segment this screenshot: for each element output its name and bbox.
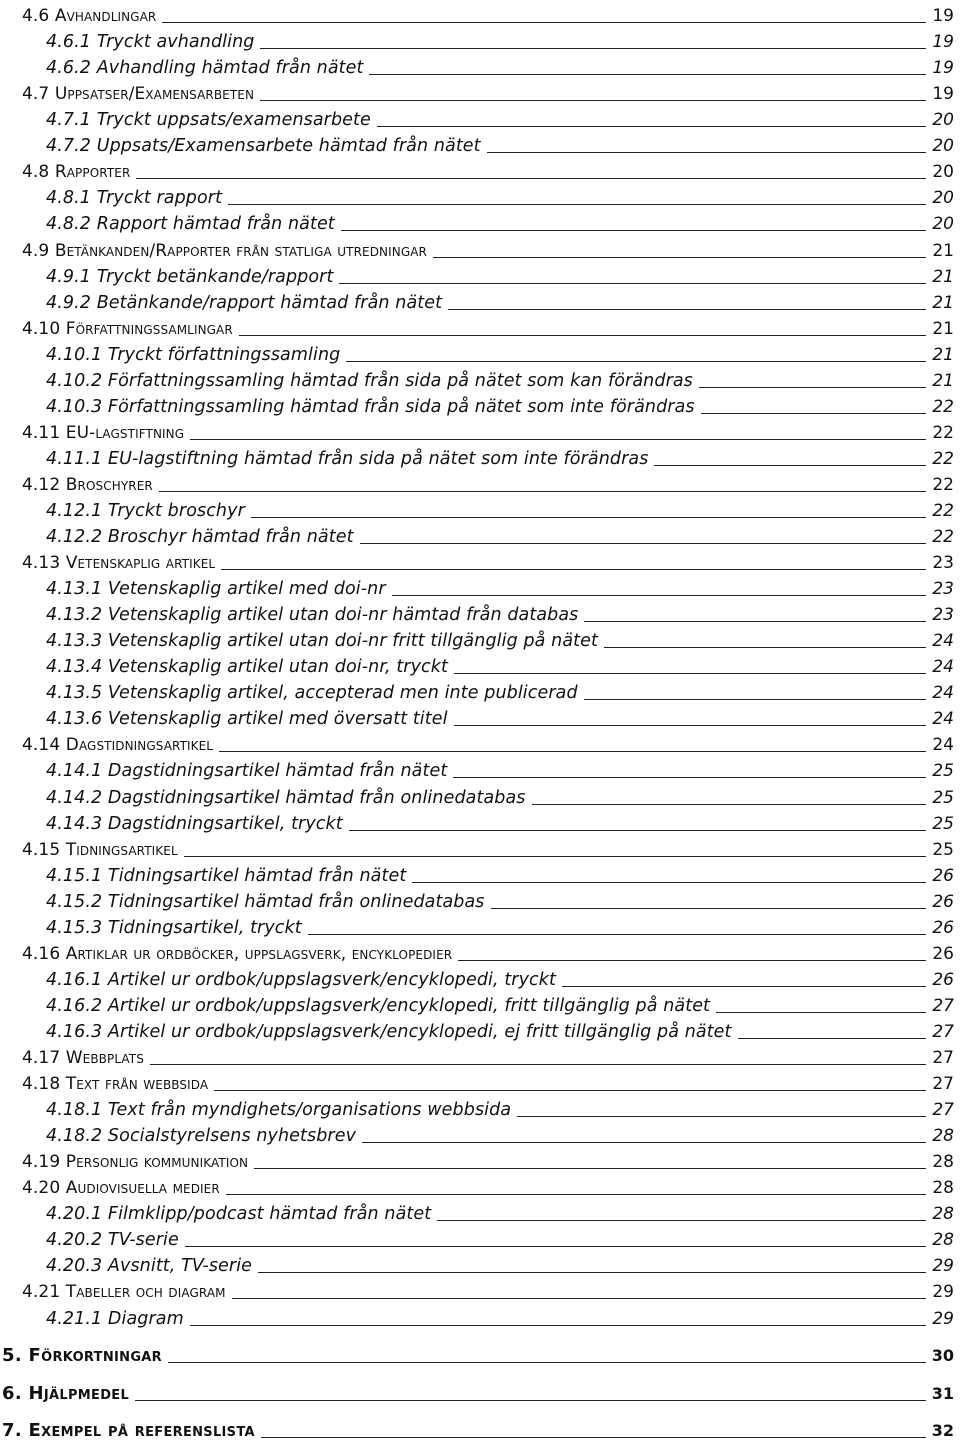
toc-entry-title: 4.6.1 Tryckt avhandling: [46, 32, 255, 53]
toc-entry-title: 4.15.3 Tidningsartikel, tryckt: [46, 917, 302, 938]
toc-leader-line: [562, 986, 926, 987]
toc-page-number: 25: [932, 839, 954, 860]
toc-leader-line: [260, 100, 926, 101]
toc-leader-line: [339, 283, 926, 284]
toc-page-number: 30: [931, 1346, 954, 1365]
toc-page-number: 20: [932, 136, 954, 157]
toc-subsection-entry[interactable]: [0, 964, 960, 990]
toc-subsection-entry[interactable]: [0, 1250, 960, 1276]
toc-leader-line: [260, 48, 926, 49]
toc-page-number: 21: [932, 344, 954, 365]
toc-leader-line: [162, 22, 926, 23]
toc-subsection-entry[interactable]: [0, 886, 960, 912]
toc-section-entry[interactable]: [0, 834, 960, 860]
toc-subsection-entry[interactable]: [0, 1120, 960, 1146]
toc-section-entry[interactable]: [0, 78, 960, 104]
toc-chapter-entry[interactable]: [0, 1415, 960, 1441]
toc-leader-line: [412, 882, 926, 883]
toc-entry-title: 4.10.3 Författningssamling hämtad från sida på nätet som inte förändras: [46, 396, 695, 417]
toc-leader-line: [517, 1116, 926, 1117]
toc-subsection-entry[interactable]: [0, 1303, 960, 1329]
toc-leader-line: [150, 1064, 926, 1065]
toc-entry-title: 4.7.1 Tryckt uppsats/examensarbete: [46, 110, 371, 131]
toc-entry-title: 4.16.1 Artikel ur ordbok/uppslagsverk/encyklopedi, tryckt: [46, 969, 556, 990]
toc-subsection-entry[interactable]: [0, 495, 960, 521]
toc-subsection-entry[interactable]: [0, 391, 960, 417]
toc-leader-line: [532, 804, 926, 805]
toc-entry-title: 4.10.1 Tryckt författningssamling: [46, 344, 341, 365]
toc-subsection-entry[interactable]: [0, 182, 960, 208]
toc-leader-line: [254, 1168, 926, 1169]
toc-entry-title: 4.6 Avhandlingar: [22, 6, 157, 26]
toc-page-number: 29: [932, 1256, 954, 1277]
toc-chapter-entry[interactable]: [0, 1378, 960, 1404]
toc-leader-line: [437, 1220, 926, 1221]
toc-entry-title: 4.14.2 Dagstidningsartikel hämtad från onlinedatabas: [46, 787, 526, 808]
toc-page-number: 29: [932, 1282, 954, 1303]
toc-page-number: 29: [932, 1308, 954, 1329]
toc-subsection-entry[interactable]: [0, 755, 960, 781]
toc-leader-line: [701, 413, 926, 414]
toc-leader-line: [362, 1142, 926, 1143]
toc-leader-line: [433, 257, 926, 258]
toc-entry-title: 4.13.4 Vetenskaplig artikel utan doi-nr, tryckt: [46, 657, 448, 678]
toc-page-number: 19: [932, 6, 954, 26]
toc-leader-line: [168, 1362, 926, 1363]
toc-entry-title: 4.19 Personlig kommunikation: [22, 1152, 249, 1173]
toc-page-number: 22: [932, 448, 954, 469]
toc-subsection-entry[interactable]: [0, 261, 960, 287]
toc-entry-title: 4.11.1 EU-lagstiftning hämtad från sida på nätet som inte förändras: [46, 448, 649, 469]
toc-entry-title: 5. Förkortningar: [2, 1345, 162, 1366]
toc-entry-title: 4.8 Rapporter: [22, 162, 131, 183]
toc-page-number: 24: [932, 735, 954, 756]
toc-page-number: 27: [932, 1074, 954, 1094]
toc-subsection-entry[interactable]: [0, 52, 960, 78]
toc-page-number: 25: [932, 761, 954, 782]
toc-section-entry[interactable]: [0, 1276, 960, 1302]
toc-entry-title: 4.12.2 Broschyr hämtad från nätet: [46, 527, 354, 547]
toc-leader-line: [360, 543, 926, 544]
toc-subsection-entry[interactable]: [0, 860, 960, 886]
toc-subsection-entry[interactable]: [0, 990, 960, 1016]
toc-page-number: 26: [932, 917, 954, 938]
toc-entry-title: 4.10.2 Författningssamling hämtad från sida på nätet som kan förändras: [46, 370, 693, 391]
toc-leader-line: [346, 361, 926, 362]
toc-section-entry[interactable]: [0, 729, 960, 755]
toc-section-entry[interactable]: [0, 417, 960, 443]
toc-entry-title: 4.16.3 Artikel ur ordbok/uppslagsverk/encyklopedi, ej fritt tillgänglig på nätet: [46, 1021, 732, 1042]
toc-page-number: 21: [932, 370, 954, 391]
toc-subsection-entry[interactable]: [0, 208, 960, 234]
toc-subsection-entry[interactable]: [0, 26, 960, 52]
toc-page-number: 27: [932, 1100, 954, 1121]
toc-subsection-entry[interactable]: [0, 339, 960, 365]
toc-page-number: 32: [931, 1421, 954, 1440]
toc-leader-line: [453, 777, 926, 778]
toc-leader-line: [654, 465, 926, 466]
toc-subsection-entry[interactable]: [0, 808, 960, 834]
toc-leader-line: [716, 1012, 926, 1013]
toc-entry-title: 4.9.1 Tryckt betänkande/rapport: [46, 266, 334, 287]
toc-section-entry[interactable]: [0, 1172, 960, 1198]
toc-leader-line: [448, 309, 926, 310]
toc-entry-title: 7. Exempel på referenslista: [2, 1420, 255, 1441]
toc-section-entry[interactable]: [0, 547, 960, 573]
toc-entry-title: 4.13.6 Vetenskaplig artikel med översatt titel: [46, 709, 448, 730]
toc-leader-line: [228, 204, 926, 205]
toc-page-number: 25: [932, 813, 954, 834]
toc-subsection-entry[interactable]: [0, 1198, 960, 1224]
toc-entry-title: 4.20.2 TV-serie: [46, 1230, 179, 1251]
toc-page-number: 31: [931, 1383, 954, 1403]
toc-page-number: 28: [932, 1204, 954, 1225]
toc-page-number: 27: [932, 995, 954, 1016]
toc-leader-line: [190, 439, 926, 440]
toc-leader-line: [251, 517, 926, 518]
toc-section-entry[interactable]: [0, 0, 960, 26]
toc-entry-title: 4.9.2 Betänkande/rapport hämtad från nätet: [46, 292, 443, 313]
toc-entry-title: 4.8.2 Rapport hämtad från nätet: [46, 214, 335, 235]
toc-page-number: 26: [932, 891, 954, 912]
toc-section-entry[interactable]: [0, 1146, 960, 1172]
toc-leader-line: [458, 960, 926, 961]
toc-page-number: 24: [932, 631, 954, 652]
toc-subsection-entry[interactable]: [0, 1094, 960, 1120]
toc-subsection-entry[interactable]: [0, 104, 960, 130]
toc-leader-line: [185, 1246, 926, 1247]
toc-page-number: 21: [932, 240, 954, 261]
toc-entry-title: 4.7 Uppsatser/Examensarbeten: [22, 84, 255, 105]
toc-page-number: 22: [932, 501, 954, 521]
toc-entry-title: 4.14.1 Dagstidningsartikel hämtad från nätet: [46, 761, 448, 782]
toc-page-number: 24: [932, 683, 954, 704]
toc-section-entry[interactable]: [0, 1068, 960, 1094]
toc-page-number: 24: [932, 657, 954, 678]
toc-entry-title: 4.9 Betänkanden/Rapporter från statliga utredningar: [22, 240, 427, 261]
toc-entry-title: 4.13.3 Vetenskaplig artikel utan doi-nr fritt tillgänglig på nätet: [46, 631, 598, 652]
toc-entry-title: 4.18 Text från webbsida: [22, 1074, 209, 1094]
toc-entry-title: 4.18.1 Text från myndighets/organisations webbsida: [46, 1100, 512, 1121]
toc-page-number: 19: [932, 58, 954, 79]
toc-subsection-entry[interactable]: [0, 521, 960, 547]
toc-entry-title: 4.14 Dagstidningsartikel: [22, 735, 214, 756]
toc-leader-line: [454, 725, 926, 726]
toc-page-number: 23: [932, 605, 954, 626]
toc-page-number: 22: [932, 527, 954, 547]
toc-page-number: 21: [932, 266, 954, 287]
toc-subsection-entry[interactable]: [0, 1224, 960, 1250]
toc-entry-title: 4.12 Broschyrer: [22, 474, 153, 495]
toc-page-number: 24: [932, 709, 954, 730]
toc-leader-line: [232, 1298, 926, 1299]
toc-leader-line: [349, 830, 926, 831]
toc-leader-line: [159, 491, 926, 492]
toc-page-number: 22: [932, 396, 954, 417]
toc-entry-title: 4.16 Artiklar ur ordböcker, uppslagsverk, encyklopedier: [22, 943, 453, 964]
toc-page-number: 27: [932, 1048, 954, 1068]
toc-entry-title: 4.20 Audiovisuella medier: [22, 1178, 220, 1199]
toc-leader-line: [239, 335, 926, 336]
toc-page-number: 28: [932, 1178, 954, 1199]
toc-entry-title: 4.8.1 Tryckt rapport: [46, 188, 223, 209]
toc-page-number: 20: [932, 110, 954, 131]
toc-page-number: 27: [932, 1021, 954, 1042]
toc-entry-title: 4.21 Tabeller och diagram: [22, 1282, 226, 1303]
toc-page-number: 19: [932, 84, 954, 105]
toc-page-number: 21: [932, 318, 954, 339]
toc-leader-line: [258, 1272, 926, 1273]
toc-subsection-entry[interactable]: [0, 443, 960, 469]
toc-leader-line: [377, 126, 926, 127]
toc-leader-line: [219, 751, 926, 752]
toc-entry-title: 4.15.1 Tidningsartikel hämtad från nätet: [46, 865, 407, 886]
toc-leader-line: [190, 1325, 926, 1326]
toc-subsection-entry[interactable]: [0, 573, 960, 599]
toc-subsection-entry[interactable]: [0, 912, 960, 938]
toc-section-entry[interactable]: [0, 235, 960, 261]
toc-section-entry[interactable]: [0, 938, 960, 964]
toc-leader-line: [584, 699, 926, 700]
toc-leader-line: [135, 1400, 926, 1401]
toc-page-number: 23: [932, 553, 954, 574]
toc-entry-title: 4.11 EU-lagstiftning: [22, 422, 185, 443]
toc-leader-line: [184, 856, 926, 857]
toc-page-number: 19: [932, 32, 954, 53]
toc-section-entry[interactable]: [0, 469, 960, 495]
toc-section-entry[interactable]: [0, 313, 960, 339]
toc-entry-title: 4.21.1 Diagram: [46, 1308, 184, 1329]
toc-page-number: 28: [932, 1230, 954, 1251]
toc-entry-title: 4.15.2 Tidningsartikel hämtad från onlinedatabas: [46, 891, 485, 912]
toc-page-number: 21: [932, 292, 954, 313]
toc-subsection-entry[interactable]: [0, 677, 960, 703]
toc-entry-title: 4.10 Författningssamlingar: [22, 318, 233, 339]
toc-leader-line: [584, 621, 926, 622]
toc-entry-title: 4.15 Tidningsartikel: [22, 839, 178, 860]
toc-entry-title: 4.20.1 Filmklipp/podcast hämtad från nätet: [46, 1204, 432, 1225]
toc-entry-title: 4.12.1 Tryckt broschyr: [46, 501, 245, 521]
toc-entry-title: 6. Hjälpmedel: [2, 1382, 130, 1404]
toc-entry-title: 4.13.5 Vetenskaplig artikel, accepterad men inte publicerad: [46, 683, 578, 704]
toc-page-number: 28: [932, 1152, 954, 1173]
toc-leader-line: [136, 178, 926, 179]
toc-entry-title: 4.7.2 Uppsats/Examensarbete hämtad från nätet: [46, 136, 481, 157]
toc-entry-title: 4.16.2 Artikel ur ordbok/uppslagsverk/encyklopedi, fritt tillgänglig på nätet: [46, 995, 711, 1016]
toc-leader-line: [392, 595, 926, 596]
toc-leader-line: [738, 1038, 926, 1039]
toc-subsection-entry[interactable]: [0, 1016, 960, 1042]
toc-page-number: 28: [932, 1126, 954, 1147]
toc-page-number: 23: [932, 579, 954, 600]
toc-entry-title: 4.14.3 Dagstidningsartikel, tryckt: [46, 813, 343, 834]
toc-subsection-entry[interactable]: [0, 365, 960, 391]
toc-entry-title: 4.13.1 Vetenskaplig artikel med doi-nr: [46, 579, 386, 600]
toc-page-number: 20: [932, 162, 954, 183]
toc-leader-line: [369, 74, 926, 75]
toc-leader-line: [221, 569, 926, 570]
toc-page-number: 20: [932, 214, 954, 235]
toc-chapter-entry[interactable]: [0, 1340, 960, 1366]
toc-page-number: 22: [932, 422, 954, 443]
toc-section-entry[interactable]: [0, 1042, 960, 1068]
toc-page-number: 25: [932, 787, 954, 808]
toc-entry-title: 4.13 Vetenskaplig artikel: [22, 553, 216, 574]
toc-leader-line: [454, 673, 926, 674]
toc-leader-line: [308, 934, 926, 935]
toc-entry-title: 4.6.2 Avhandling hämtad från nätet: [46, 58, 364, 79]
toc-subsection-entry[interactable]: [0, 287, 960, 313]
toc-entry-title: 4.17 Webbplats: [22, 1048, 144, 1068]
toc-page-number: 26: [932, 969, 954, 990]
toc-subsection-entry[interactable]: [0, 130, 960, 156]
toc-subsection-entry[interactable]: [0, 782, 960, 808]
toc-page-number: 20: [932, 188, 954, 209]
toc-subsection-entry[interactable]: [0, 703, 960, 729]
toc-leader-line: [341, 230, 926, 231]
toc-subsection-entry[interactable]: [0, 651, 960, 677]
toc-leader-line: [487, 152, 926, 153]
toc-entry-title: 4.13.2 Vetenskaplig artikel utan doi-nr hämtad från databas: [46, 605, 579, 626]
toc-leader-line: [226, 1194, 926, 1195]
toc-subsection-entry[interactable]: [0, 625, 960, 651]
toc-entry-title: 4.20.3 Avsnitt, TV-serie: [46, 1256, 253, 1277]
toc-entry-title: 4.18.2 Socialstyrelsens nyhetsbrev: [46, 1126, 357, 1147]
toc-leader-line: [604, 647, 926, 648]
toc-leader-line: [491, 908, 926, 909]
toc-leader-line: [699, 387, 926, 388]
toc-subsection-entry[interactable]: [0, 599, 960, 625]
toc-page-number: 26: [932, 865, 954, 886]
toc-page-number: 26: [932, 943, 954, 964]
toc-leader-line: [214, 1090, 926, 1091]
toc-section-entry[interactable]: [0, 156, 960, 182]
toc-page-number: 22: [932, 474, 954, 495]
